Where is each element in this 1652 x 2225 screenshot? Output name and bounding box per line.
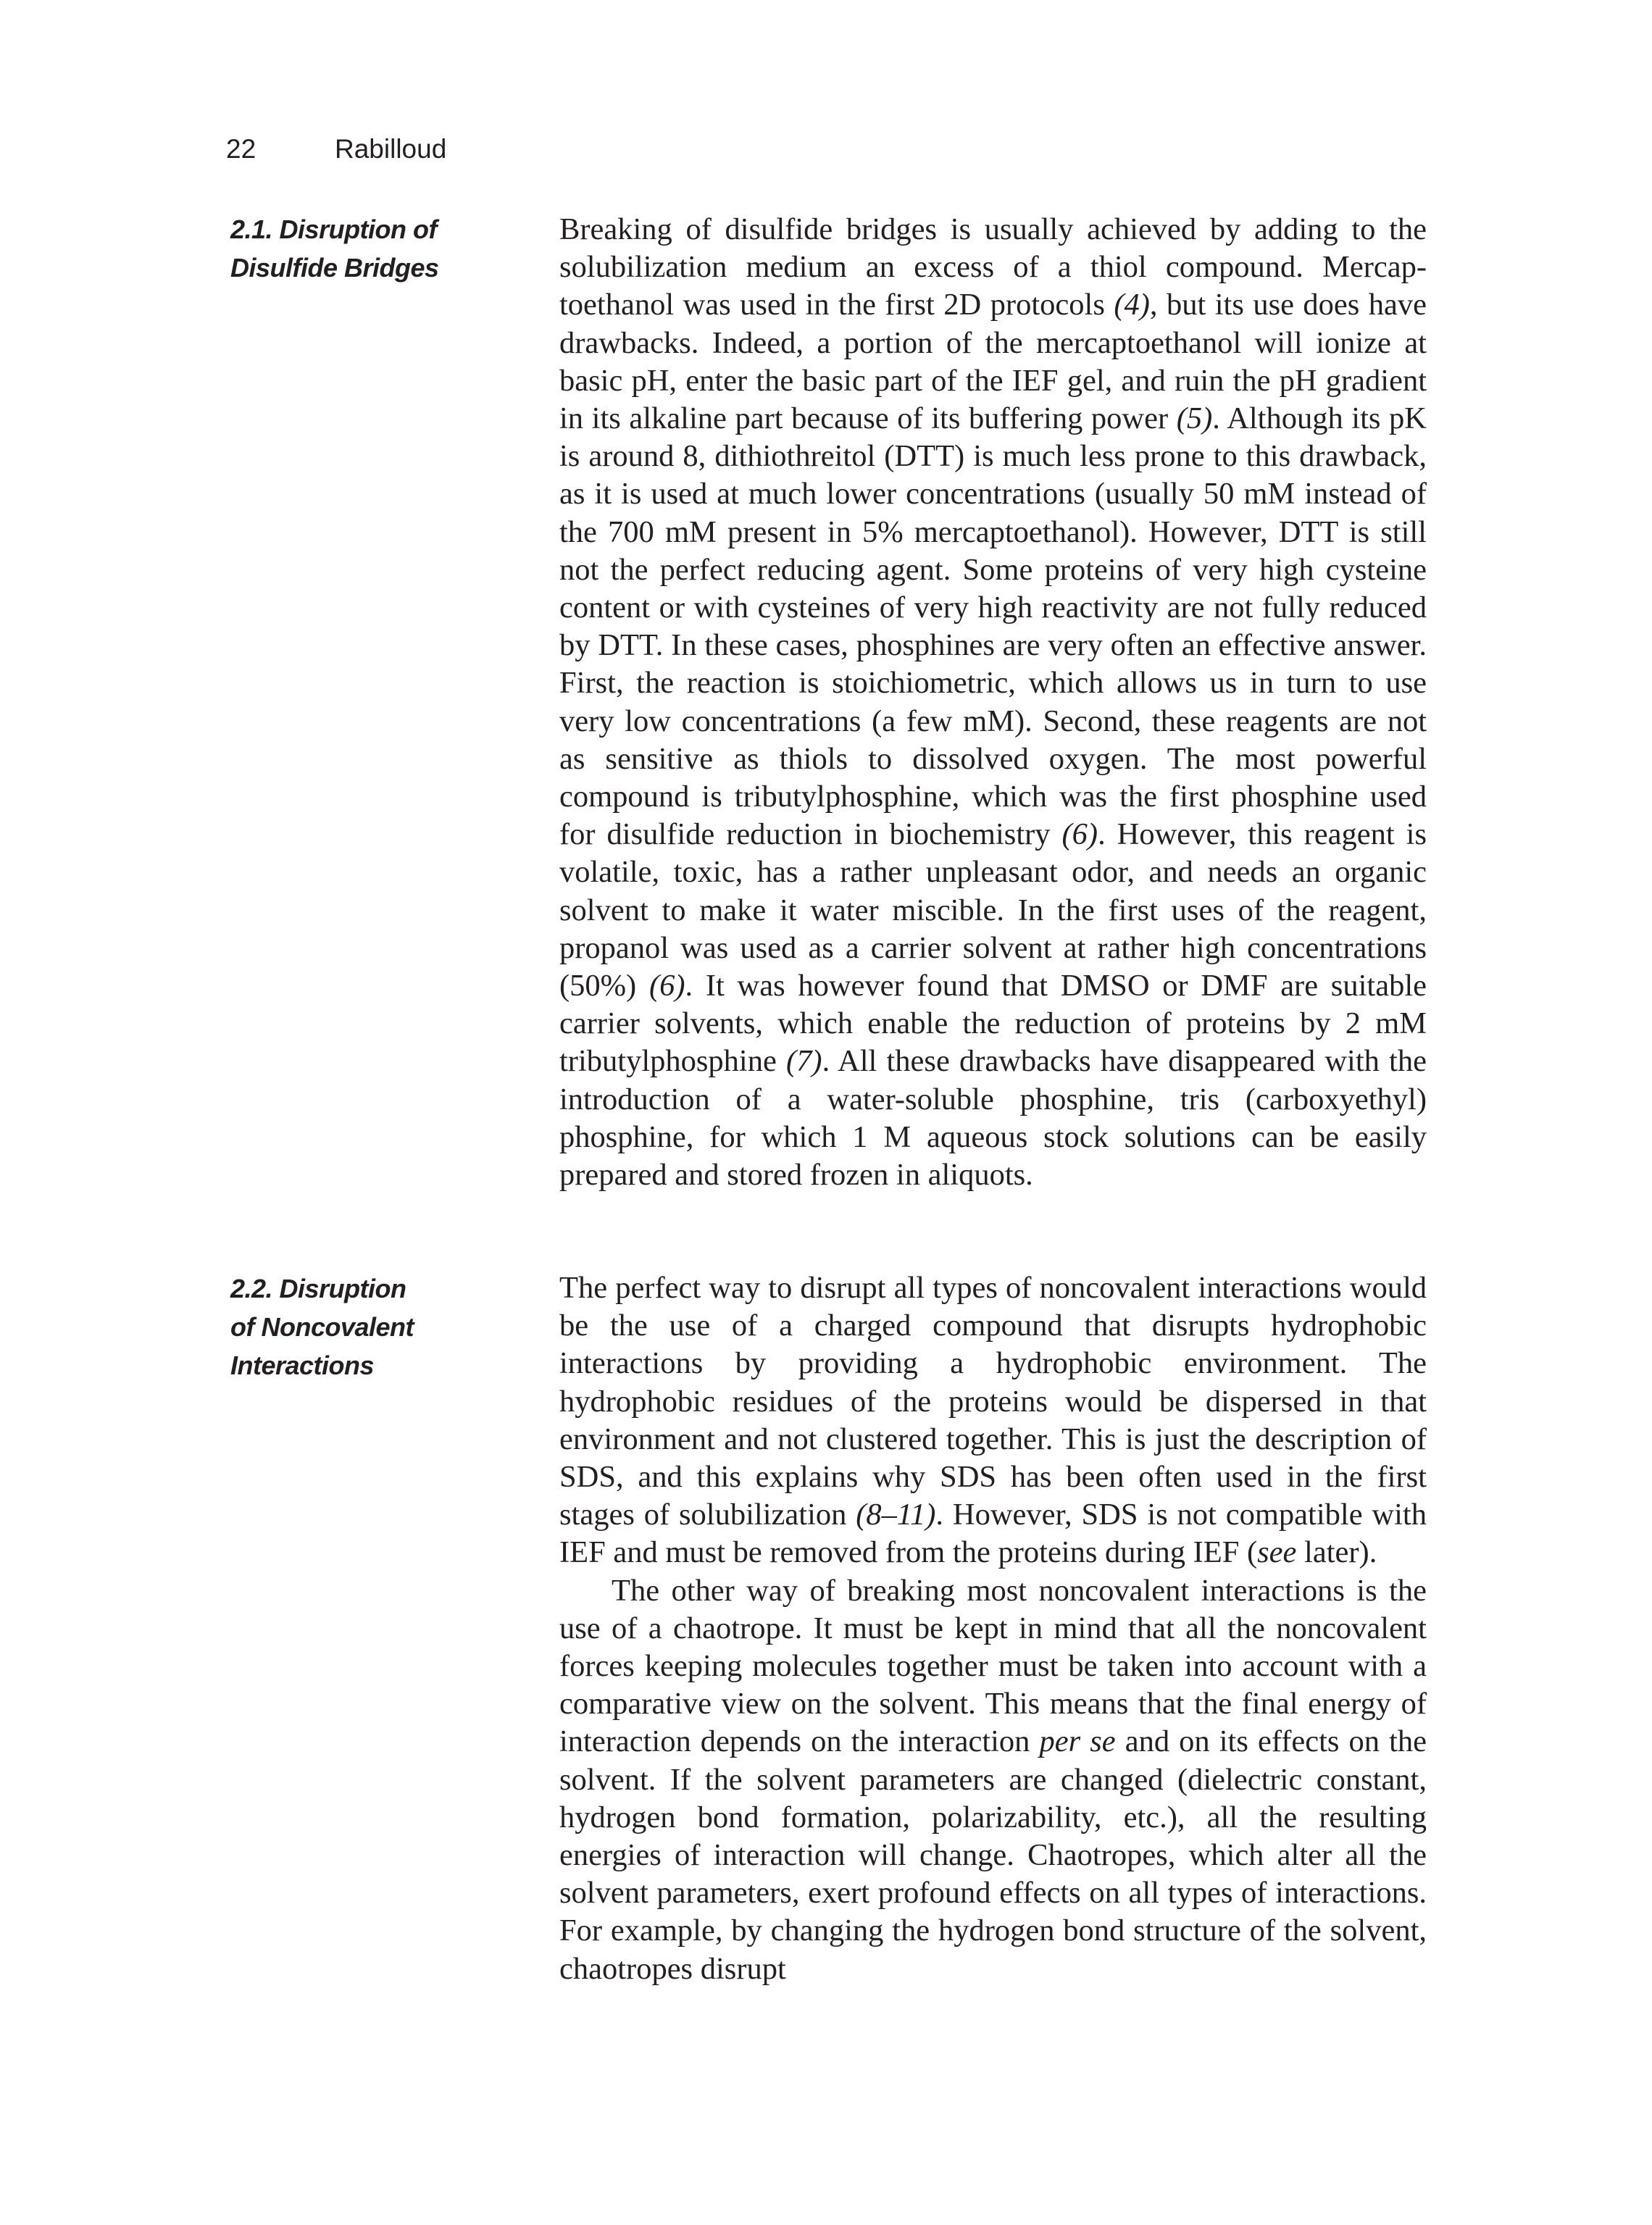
paragraph	[559, 211, 1427, 1194]
text-run: . All these drawbacks have disappeared with the introduction of a water-soluble phosphine, tris (carboxyethyl) phosphine, for which 1 M aqueous stock solutions can be easily prepared and stored frozen in aliquots.	[559, 1044, 1427, 1193]
section-2-1-body	[559, 211, 1427, 1194]
paragraph	[559, 1269, 1427, 1572]
page-number: 22	[226, 134, 256, 164]
italic-run: (4)	[1114, 288, 1150, 322]
heading-line: of Noncovalent	[230, 1312, 414, 1342]
heading-line: Disulfide Bridges	[230, 253, 439, 283]
text-run: . However, this reagent is volatile, toxic, has a rather unpleasant odor, and needs an organic solvent to make it water miscible. In the first uses of the reagent, propanol was used as a carrier solvent at rather high concentrations (50%)	[559, 817, 1427, 1003]
heading-line: 2.1. Disruption of	[230, 214, 438, 244]
italic-run: see	[1257, 1535, 1297, 1570]
heading-line: Interactions	[230, 1351, 375, 1380]
text-run: The perfect way to disrupt all types of noncovalent interactions would be the use of a charged compound that disrupts hydrophobic interactions by providing a hydrophobic environment. The hydrophobic residues of the proteins would be dispersed in that environment and not clustered together. This is just the description of SDS, and this explains why SDS has been often used in the first stages of solubilization	[559, 1271, 1427, 1532]
italic-run: (7)	[786, 1044, 822, 1079]
section-2-2-body	[559, 1269, 1427, 1988]
italic-run: (6)	[1061, 817, 1098, 852]
heading-line: 2.2. Disruption	[230, 1274, 406, 1303]
text-run: . However, SDS is not compatible with IEF and must be removed from the proteins during IEF (	[559, 1498, 1427, 1570]
text-run: Breaking of disulfide bridges is usually achieved by adding to the solubilization medium an excess of a thiol compound. Mercaptoethanol was used in the first 2D protocols	[559, 212, 1427, 322]
italic-run: (6)	[648, 969, 685, 1003]
text-run: , but its use does have drawbacks. Indeed, a portion of the mercaptoethanol will ionize at basic pH, enter the basic part of the IEF gel, and ruin the pH gradient in its alkaline part because of its buffering power	[559, 288, 1427, 436]
italic-run: (8–11)	[856, 1498, 936, 1532]
italic-run: per se	[1039, 1724, 1116, 1759]
section-2-2-heading	[230, 1269, 470, 1385]
text-run: later).	[1296, 1535, 1377, 1570]
text-run: . Although its pK is around 8, dithiothreitol (DTT) is much less prone to this drawback, as it is used at much lower concentrations (usually 50 mM instead of the 700 mM present in 5% mercaptoethanol). However, DTT is still not the perfect reducing agent. Some proteins of very high cysteine content or with cysteines of very high reactivity are not fully reduced by DTT. In these cases, phosphines are very often an effective answer. First, the reaction is stoichiometric, which allows us in turn to use very low concentrations (a few mM). Second, these reagents are not as sensitive as thiols to dissolved oxygen. The most powerful compound is tributylphosphine, which was the first phosphine used for disulfide reduction in biochemistry	[559, 401, 1427, 852]
text-run: and on its effects on the solvent. If the solvent parameters are changed (dielectric constant, hydrogen bond formation, polarizability, etc.), all the resulting energies of interaction will change. Chaotropes, which alter all the solvent parameters, exert profound effects on all types of interactions. For example, by changing the hydrogen bond structure of the solvent, chaotropes disrupt	[559, 1724, 1427, 1986]
running-head-author: Rabilloud	[335, 134, 447, 164]
running-header	[226, 133, 446, 165]
text-run: The other way of breaking most noncovalent interactions is the use of a chaotrope. It must be kept in mind that all the noncovalent forces keeping molecules together must be taken into account with a comparative view on the solvent. This means that the final energy of interaction depends on the interaction	[559, 1573, 1427, 1759]
section-2-1-heading	[230, 210, 470, 287]
italic-run: (5)	[1176, 401, 1213, 436]
paragraph	[559, 1572, 1427, 1988]
text-run: . It was however found that DMSO or DMF are suitable carrier solvents, which enable the reduction of proteins by 2 mM tributylphosphine	[559, 969, 1427, 1079]
